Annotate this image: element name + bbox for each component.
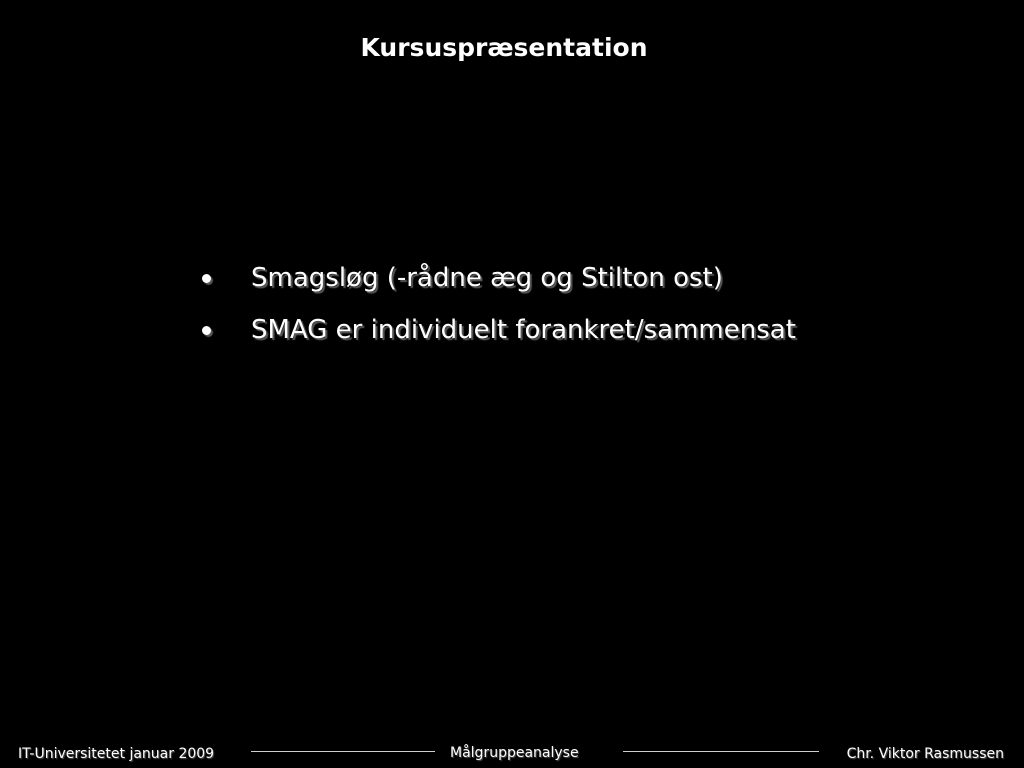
footer-institution: IT-Universitetet januar 2009: [18, 746, 215, 762]
footer-author: Chr. Viktor Rasmussen: [846, 746, 1004, 762]
bullet-text: SMAG er individuelt forankret/sammensat: [251, 315, 796, 345]
footer-divider-right: [623, 751, 819, 752]
bullet-icon: [202, 274, 211, 283]
bullet-icon: [202, 326, 211, 335]
bullet-text: Smagsløg (-rådne æg og Stilton ost): [251, 263, 723, 293]
footer-divider-left: [251, 751, 435, 752]
slide-title: Kursuspræsentation: [360, 33, 648, 62]
footer-course-title: Målgruppeanalyse: [450, 745, 579, 761]
